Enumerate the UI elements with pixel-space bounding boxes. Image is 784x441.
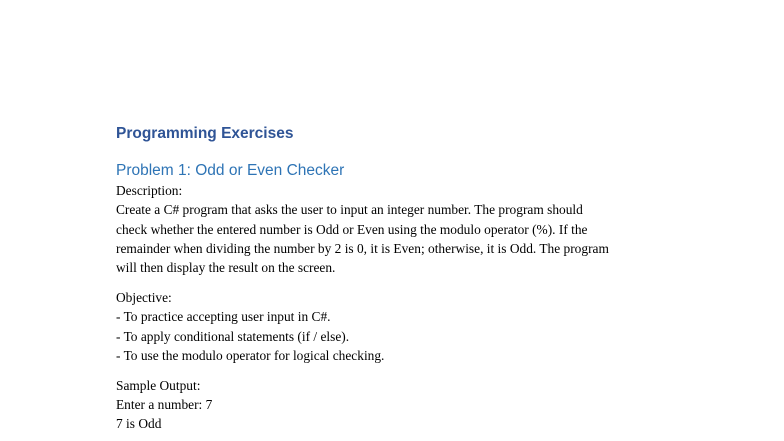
description-section (116, 181, 676, 277)
sample-output-label: Sample Output: (116, 377, 201, 393)
sample-output-line: Enter a number: 7 (116, 396, 213, 412)
objective-section (116, 288, 676, 365)
description-line: check whether the entered number is Odd or Even using the modulo operator (%). If the (116, 221, 588, 237)
objective-item: - To apply conditional statements (if / else). (116, 328, 350, 344)
description-label: Description: (116, 183, 183, 198)
sample-output-line: 7 is Odd (116, 416, 162, 432)
document-body (116, 124, 676, 434)
description-line: will then display the result on the screen. (116, 260, 336, 276)
objective-item: - To practice accepting user input in C#. (116, 309, 331, 325)
description-line: Create a C# program that asks the user to input an integer number. The program should (116, 202, 583, 218)
sample-output-section (116, 376, 676, 434)
objective-item: - To use the modulo operator for logical checking. (116, 347, 385, 363)
objective-label: Objective: (116, 289, 172, 305)
page-title: Programming Exercises (116, 125, 294, 142)
problem-heading: Problem 1: Odd or Even Checker (116, 162, 345, 179)
description-line: remainder when dividing the number by 2 is 0, it is Even; otherwise, it is Odd. The program (116, 240, 609, 256)
